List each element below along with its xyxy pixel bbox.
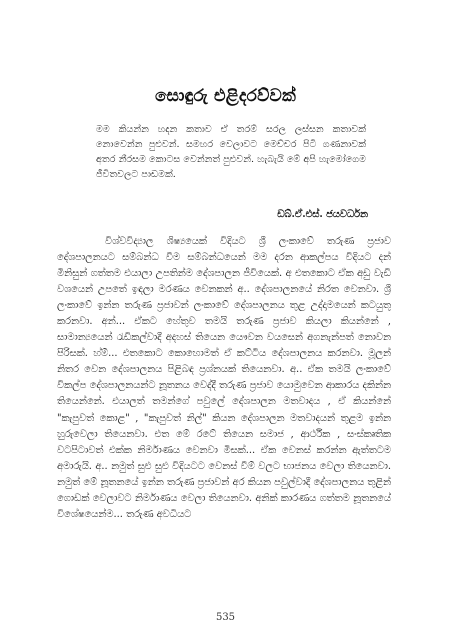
body-paragraph: විශ්වවිද්‍යාල ශිෂ්‍යයෙක් විදියට ශ්‍රී ලංකාවේ තරුණ ප්‍රජාව දේශපාලනයට සම්බන්ධ වීම සම්බන්ධයෙන් මම දරන ආකල්පය විදියට දන් මිනිසුන් ගත්තම එයාලා උපතින්ම දේශපාලන ජීවියෙක්. අ එතකොට ඒක අඩු වැඩි වශයෙන් උපතේ ඉඳලා මරණය වෙනකන් අ.. දේශපාලනයේ නිරත වෙනවා. ශ්‍රී ලංකාවේ ඉන්න තරුණ ප්‍රජාවන් ලංකාවේ දේශපාලනය තුළ උද්දාමයෙන් කටයුතු කරනවා. අන්... ඒකට හේතුව තමයි තරුණ ප්‍රජාව කියලා කියන්නේ , සාමාන්‍යයෙන් රැඩිකල්වාදී අදහස් තියෙන යෞවන වයසෙන් අගනැන්පත් නොවන පිරිසක්. හ්ම්... එතකොට කොහොමත් ඒ කට්ටිය දේශපාලනය කරනවා. මූලන් නිතර වෙන දේශපාලනය පිළිබඳ ප්‍රශ්නයක් තියෙනවා. අ.. ඒක තමයි ලංකාවේ විකල්ප දේශපාලනයන්ට නූතනය වෙද්දී තරුණ ප්‍රජාව යොමුවෙන ආකාරය දකින්න තියෙන්නේ. එයාලත් තමන්ගේ පවුලේ දේශපාලන මතවාදය , ඒ කියන්නේ "කැපුවත් කොළ" , "කැපුවත් නිල්" කියන දේශපාලන මතවාදයන් තුළම ඉන්න හුරුවෙලා තියෙනවා. එත මේ රටේ තියෙන සමාජ , ආර්ථික , සංස්කෘතික වටපිටාවත් එක්ක නිර්මාණය වෙනවා මිසක්... ඒක වෙනස් කරන්න ඇත්තටම අමාරුයි. අ.. නමුත් සුළු සුළු විදියටට වෙනස් වීම් වලට භාජනය වෙලා තියෙනවා. නමුත් මේ නූතනයේ ඉන්න තරුණ ප්‍රජාවන් අර කියන පවුල්වාදී දේශපාලනය තුළින් ගොඩක් වෙලාවට නිර්මාණය වෙලා තියෙනවා. අනික් කාරණය ගත්තම නූතනයේ විශේෂයෙන්ම... තරුණ අවධියට: [57, 236, 391, 520]
intro-paragraph: [96, 122, 366, 182]
intro-text: මම කියන්න හදන කතාව ඒ තරම් සරල ලස්සන කතාවක් නොවෙන්න පුළුවන්. සමහර වෙලාවට මෙච්චර පිටි ගණනාවක් අතර නීරසම කොටස වෙන්නත් පුළුවන්. හැබැයි මේ අපි හැමෝගෙම ජීවිතවලට පාඩමක්.: [96, 124, 366, 180]
page-title: සොඳුරු එළිදරව්වක්: [155, 86, 296, 106]
body-section: [57, 234, 391, 523]
author-name: ඩබ්.ඒ.එස්. ජයවර්ධන: [277, 209, 368, 220]
page-number: 535: [215, 612, 236, 623]
